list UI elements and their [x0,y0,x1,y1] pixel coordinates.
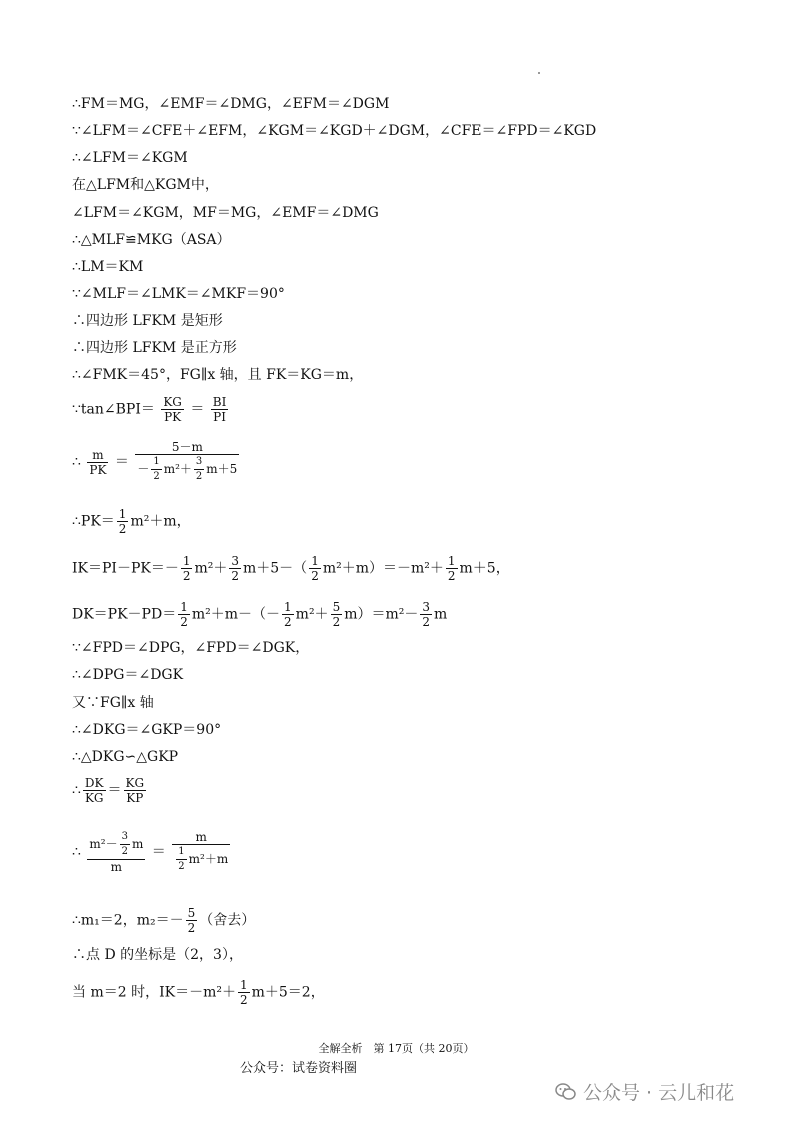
equation-pk: ∴PK＝ $\frac{1}{2}$ m²＋m， [72,507,191,536]
speck [538,72,540,74]
text-line: ∴∠DKG＝∠GKP＝90° [72,722,222,738]
equation-last: 当 m＝2 时，IK＝－m²＋ $\frac{1}{2}$ m＋5＝2， [72,978,325,1007]
equation-big: ∴ m²－ $\frac{3}{2}$ m m ＝ m $\frac{1}{2}$ m²＋m [72,830,229,874]
eq-text: ＝ [190,401,205,418]
equation-dk: DK＝PK－PD＝ $\frac{1}{2}$ m²＋m－（－ $\frac{1}{2}$ m²＋ $\frac{5}{2}$ m）＝m²－ $\frac{3}{2}$ m [72,600,448,629]
eq-text: ∴ [72,454,81,470]
equation-ik: IK＝PI－PK＝－ $\frac{1}{2}$ m²＋ $\frac{3}{2}$ m＋5－（ $\frac{1}{2}$ m²＋m）＝－m²＋ $\frac{1}{2}$ m＋5， [72,554,510,583]
page-footer: 全解全析 第 17页（共 20页） [318,1042,475,1055]
text-line: ∵∠MLF＝∠LMK＝∠MKF＝90° [72,286,285,302]
equation-sim: ∴ $\frac{DK}{KG}$ ＝ $\frac{KG}{KP}$ [72,776,145,805]
watermark [555,1078,734,1105]
equation-tan [72,395,230,424]
text-line: ∠LFM＝∠KGM，MF＝MG，∠EMF＝∠DMG [72,205,379,221]
text-line: 在△LFM和△KGM中， [72,177,219,193]
text-line: ∴FM＝MG，∠EMF＝∠DMG，∠EFM＝∠DGM [72,96,390,112]
text-line: 又∵FG∥x 轴 [72,695,154,711]
eq-text: ＝ [114,454,129,470]
wechat-icon [555,1083,577,1101]
text-line: ∴∠FMK＝45°，FG∥x 轴，且 FK＝KG＝m， [72,367,364,383]
text-line: ∵∠FPD＝∠DPG，∠FPD＝∠DGK， [72,640,310,656]
text-line: ∴四边形 LFKM 是矩形 [72,313,223,329]
fraction: $\frac{KG}{PK}$ [163,395,182,424]
watermark-text: 公众号 · 云儿和花 [583,1082,735,1104]
text-line: ∴LM＝KM [72,259,144,275]
text-line: ∴△DKG∽△GKP [72,749,179,765]
fraction: 5－m － $\frac{1}{2}$ m²＋ $\frac{3}{2}$ m＋5 [137,440,238,482]
footer-account: 公众号：试卷资料圈 [240,1061,358,1076]
fraction: $\frac{m}{PK}$ [89,447,107,477]
equation-ratio [72,440,241,484]
text-line: ∵∠LFM＝∠CFE＋∠EFM，∠KGM＝∠KGD＋∠DGM，∠CFE＝∠FPD＝∠KGD [72,123,597,139]
equation-solutions: ∴m₁＝2，m₂＝－ $\frac{5}{2}$ （舍去） [72,906,256,935]
eq-text: ∵tan∠BPI＝ [72,401,155,418]
text-line: ∴四边形 LFKM 是正方形 [72,340,237,356]
text-line: ∴点 D 的坐标是（2，3）， [72,947,243,963]
text-line: ∴△MLF≌MKG（ASA） [72,232,231,248]
text-line: ∴∠DPG＝∠DGK [72,667,184,683]
text-line: ∴∠LFM＝∠KGM [72,150,188,166]
fraction: $\frac{BI}{PI}$ [212,395,227,424]
